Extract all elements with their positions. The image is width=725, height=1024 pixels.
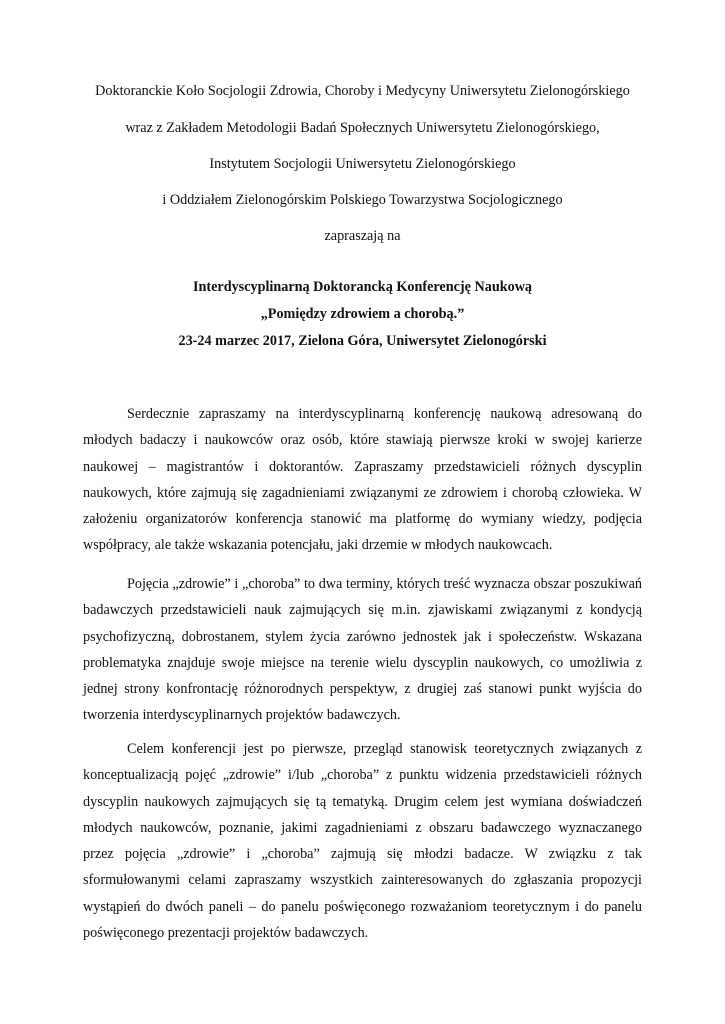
- paragraph-concepts: [83, 571, 642, 729]
- conference-date-place: 23-24 marzec 2017, Zielona Góra, Uniwersytet Zielonogórski: [178, 333, 547, 349]
- conference-title: „Pomiędzy zdrowiem a chorobą.”: [260, 306, 465, 322]
- co-organizer-line: wraz z Zakładem Metodologii Badań Społecznych Uniwersytetu Zielonogórskiego,: [125, 120, 600, 136]
- institute-line: Instytutem Socjologii Uniwersytetu Zielonogórskiego: [209, 156, 516, 172]
- paragraph-2-text: Pojęcia „zdrowie” i „choroba” to dwa terminy, których treść wyznacza obszar poszukiwań badawczych przedstawicieli nauk zajmujących się m.in. zjawiskami związanymi z kondycją psychofizyczną, dobrostanem, stylem życia zarówno jednostek jak i społeczeństw. Wskazana problematyka znajduje swoje miejsce na terenie wielu dyscyplin naukowych, co umożliwia z jednej strony konfrontację różnorodnych perspektyw, z drugiej zaś stanowi punkt wyjścia do tworzenia interdyscyplinarnych projektów badawczych.: [83, 576, 642, 724]
- organizer-line: Doktoranckie Koło Socjologii Zdrowia, Choroby i Medycyny Uniwersytetu Zielonogórskiego: [95, 83, 630, 99]
- paragraph-3-text: Celem konferencji jest po pierwsze, przegląd stanowisk teoretycznych związanych z konceptualizacją pojęć „zdrowie” i/lub „choroba” z punktu widzenia przedstawicieli różnych dyscyplin naukowych zajmujących się tą tematyką. Drugim celem jest wymiana doświadczeń młodych naukowców, poznanie, jakimi zagadnieniami z obszaru badawczego wyznaczanego przez pojęcia „zdrowie” i „choroba” zajmują się młodzi badacze. W związku z tak sformułowanymi celami zapraszamy wszystkich zainteresowanych do zgłaszania propozycji wystąpień do dwóch paneli – do panelu poświęconego rozważaniom teoretycznym i do panelu poświęconego prezentacji projektów badawczych.: [83, 741, 642, 942]
- paragraph-invitation: [83, 401, 642, 559]
- paragraph-1-text: Serdecznie zapraszamy na interdyscyplinarną konferencję naukową adresowaną do młodych badaczy i naukowców oraz osób, które stawiają pierwsze kroki w swojej karierze naukowej – magistrantów i doktorantów. Zapraszamy przedstawicieli różnych dyscyplin naukowych, które zajmują się zagadnieniami związanymi ze zdrowiem i chorobą człowieka. W założeniu organizatorów konferencja stanowić ma platformę do wymiany wiedzy, podjęcia współpracy, ale także wskazania potencjału, jaki drzemie w młodych naukowcach.: [83, 406, 642, 554]
- paragraph-goals: [83, 736, 642, 946]
- invitation-line: zapraszają na: [324, 228, 401, 244]
- society-line: i Oddziałem Zielonogórskim Polskiego Towarzystwa Socjologicznego: [162, 192, 563, 208]
- conference-name: Interdyscyplinarną Doktorancką Konferencję Naukową: [192, 279, 533, 295]
